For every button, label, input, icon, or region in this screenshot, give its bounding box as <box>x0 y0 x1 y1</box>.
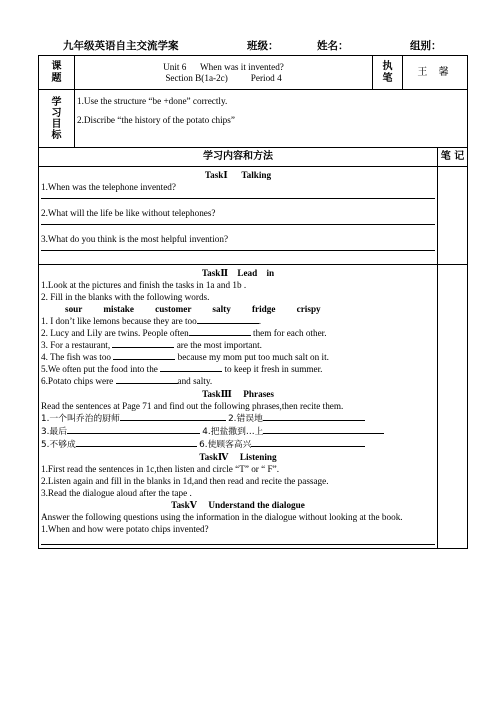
listening-item: 1.First read the sentences in 1c,then listen and circle “T” or “ F”. <box>41 464 280 474</box>
blank-field[interactable] <box>116 375 178 384</box>
sentence-text: 4. The fish was too <box>41 352 114 362</box>
class-label: 班级： <box>247 40 279 52</box>
blank-field[interactable] <box>251 438 365 447</box>
section-line: Section B(1a-2c) Period 4 <box>165 72 282 83</box>
fill-sentence <box>41 339 435 351</box>
question-item: 1.When and how were potato chips invented? <box>41 524 209 534</box>
blank-field[interactable] <box>197 315 262 326</box>
sentence-text: and salty. <box>177 376 213 386</box>
blank-field[interactable] <box>120 412 226 421</box>
task3-title: TaskⅢ Phrases <box>202 389 274 399</box>
sentence-text: . <box>258 316 262 326</box>
task2-title: TaskⅡ Lead in <box>201 268 275 278</box>
phrase-prompt: 2.错误地 <box>228 414 263 424</box>
instruction-item: 2. Fill in the blanks with the following words. <box>41 292 210 302</box>
column-heading-row <box>39 148 468 167</box>
notes-cell <box>438 167 468 265</box>
answer-line[interactable] <box>41 198 435 199</box>
sentence-text: 2. Lucy and Lily are twins. People often <box>41 328 189 338</box>
phrase-prompt: 5.不够成 <box>41 440 76 450</box>
task4-title: TaskⅣ Listening <box>199 452 277 462</box>
content-heading: 学习内容和方法 <box>39 148 438 167</box>
fill-sentence <box>41 363 435 375</box>
blank-field[interactable] <box>160 363 222 372</box>
blank-field[interactable] <box>113 351 175 360</box>
group-label: 组别： <box>410 40 442 52</box>
blank-field[interactable] <box>67 425 200 434</box>
task5-instruction: Answer the following questions using the information in the dialogue without looking at the book. <box>41 512 403 522</box>
question-item: 2.What will the life be like without telephones? <box>41 208 216 218</box>
sentence-text: 3. For a restaurant, <box>41 340 113 350</box>
notes-cell <box>438 265 468 549</box>
task5-title: TaskⅤ Understand the dialogue <box>171 500 305 510</box>
blank-field[interactable] <box>263 412 365 421</box>
blank-field[interactable] <box>263 425 384 434</box>
topic-label: 课 题 <box>39 56 75 90</box>
question-item: 3.What do you think is the most helpful invention? <box>41 234 229 244</box>
sentence-text: them for each other. <box>250 328 327 338</box>
sentence-text: are the most important. <box>174 340 262 350</box>
page-header <box>0 38 502 52</box>
task1-section <box>39 167 438 265</box>
task2-row <box>39 265 468 549</box>
goals-content <box>75 90 468 148</box>
sentence-text: to keep it fresh in summer. <box>222 364 323 374</box>
phrase-row <box>41 438 435 451</box>
fill-sentence <box>41 315 435 327</box>
fill-sentence <box>41 375 435 387</box>
lesson-table <box>38 55 468 549</box>
phrase-prompt: 6.使顾客高兴 <box>199 440 252 450</box>
task2-section <box>39 265 438 549</box>
phrase-prompt: 3.最后 <box>41 427 67 437</box>
word-bank: sour mistake customer salty fridge crispy <box>65 304 321 314</box>
writer-label: 执 笔 <box>373 56 403 90</box>
sentence-text: because my mom put too much salt on it. <box>175 352 329 362</box>
sentence-text: 6.Potato chips were <box>41 376 116 386</box>
worksheet-title: 九年级英语自主交流学案 <box>63 40 179 52</box>
sentence-text: 5.We often put the food into the <box>41 364 161 374</box>
goal-item: 2.Discribe “the history of the potato chips” <box>77 115 235 125</box>
listening-item: 2.Listen again and fill in the blanks in 1d,and then read and recite the passage. <box>41 476 329 486</box>
blank-field[interactable] <box>189 327 251 336</box>
lesson-topic <box>75 56 373 90</box>
fill-sentence <box>41 351 435 363</box>
fill-sentence <box>41 327 435 339</box>
instruction-item: 1.Look at the pictures and finish the tasks in 1a and 1b . <box>41 280 247 290</box>
writer-name: 王 馨 <box>403 56 468 90</box>
blank-field[interactable] <box>112 339 174 348</box>
phrase-row <box>41 412 435 425</box>
task1-title: TaskⅠ Talking <box>204 170 272 180</box>
goals-row <box>39 90 468 148</box>
name-label: 姓名： <box>317 40 349 52</box>
unit-line: Unit 6 When was it invented? <box>163 61 284 72</box>
sentence-text: 1. I don’t like lemons because they are too <box>41 316 197 326</box>
notes-heading: 笔 记 <box>438 148 468 167</box>
answer-line[interactable] <box>41 544 435 545</box>
task3-instruction: Read the sentences at Page 71 and find out the following phrases,then recite them. <box>41 401 344 411</box>
answer-line[interactable] <box>41 250 435 251</box>
phrase-prompt: 1.一个叫乔治的厨师 <box>41 414 120 424</box>
phrase-prompt: 4.把盐撒到…上 <box>202 427 264 437</box>
listening-item: 3.Read the dialogue aloud after the tape . <box>41 488 192 498</box>
blank-field[interactable] <box>76 438 197 447</box>
phrase-row <box>41 425 435 438</box>
answer-line[interactable] <box>41 224 435 225</box>
question-item: 1.When was the telephone invented? <box>41 182 176 192</box>
topic-row <box>39 56 468 90</box>
task1-row <box>39 167 468 265</box>
goals-label: 学 习 目 标 <box>39 90 75 148</box>
goal-item: 1.Use the structure “be +done” correctly. <box>77 96 228 106</box>
